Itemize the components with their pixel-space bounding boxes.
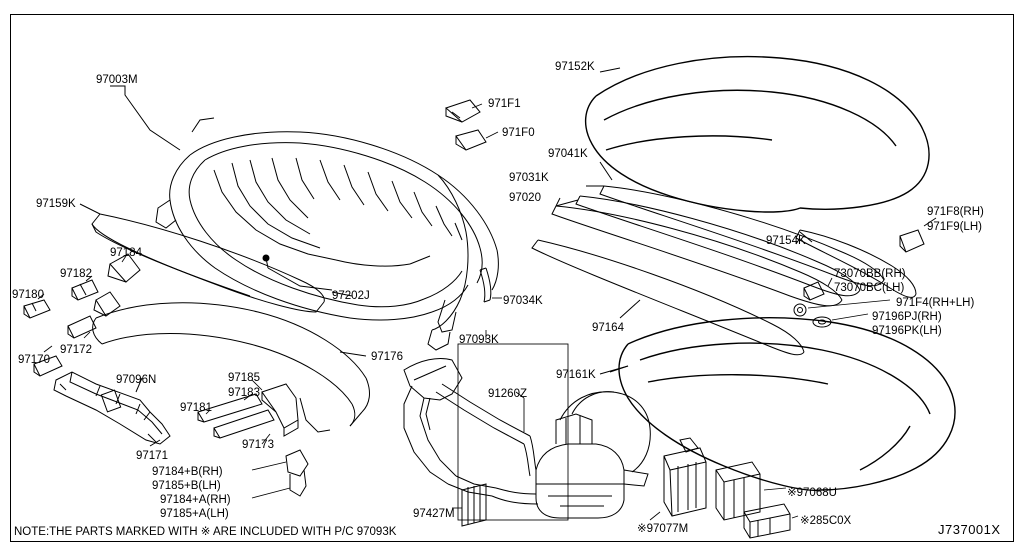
- part-label: 97173: [242, 439, 274, 451]
- part-label: 97093K: [459, 334, 499, 346]
- part-label: 97196PJ(RH): [872, 311, 942, 323]
- part-label: 97202J: [332, 290, 370, 302]
- diagram-note: NOTE:THE PARTS MARKED WITH ※ ARE INCLUDED WITH P/C 97093K: [14, 526, 397, 538]
- part-label: 97180: [12, 289, 44, 301]
- part-label: ※285C0X: [800, 515, 852, 527]
- part-label: 97003M: [96, 74, 138, 86]
- part-label: 97184+A(RH): [160, 494, 231, 506]
- part-label: 97096N: [116, 374, 157, 386]
- part-label: 971F8(RH): [927, 206, 984, 218]
- diagram-code: J737001X: [938, 522, 1001, 537]
- part-label: 97181: [180, 402, 212, 414]
- part-label: 97196PK(LH): [872, 325, 942, 337]
- part-label: 97170: [18, 354, 50, 366]
- part-label: 971F0: [502, 127, 535, 139]
- part-label: 97182: [60, 268, 92, 280]
- part-label: 97164: [592, 322, 624, 334]
- part-label: 97034K: [503, 295, 543, 307]
- part-label: 97171: [136, 450, 168, 462]
- part-label: 97161K: [556, 369, 596, 381]
- part-label: ※97077M: [637, 523, 689, 535]
- part-label: 73070BB(RH): [834, 268, 906, 280]
- part-label: 971F9(LH): [927, 221, 982, 233]
- part-label: 97041K: [548, 148, 588, 160]
- part-label: 97185+B(LH): [152, 480, 221, 492]
- part-label: 97185: [228, 372, 260, 384]
- part-label: 97154K: [766, 235, 806, 247]
- part-label: 97020: [509, 192, 541, 204]
- part-label: 97184: [110, 247, 142, 259]
- part-label: 971F4(RH+LH): [896, 297, 975, 309]
- part-label: 97185+A(LH): [160, 508, 229, 520]
- part-label: 97159K: [36, 198, 76, 210]
- part-label: 97172: [60, 344, 92, 356]
- part-label: 971F1: [488, 98, 521, 110]
- part-label: 97031K: [509, 172, 549, 184]
- part-label: 73070BC(LH): [834, 282, 905, 294]
- part-label: 91260Z: [488, 388, 528, 400]
- part-label: 97176: [371, 351, 403, 363]
- part-label: 97152K: [555, 61, 595, 73]
- part-label: ※97068U: [787, 487, 837, 499]
- part-label: 97184+B(RH): [152, 466, 223, 478]
- part-label: 97183: [228, 387, 260, 399]
- part-label: 97427M: [413, 508, 455, 520]
